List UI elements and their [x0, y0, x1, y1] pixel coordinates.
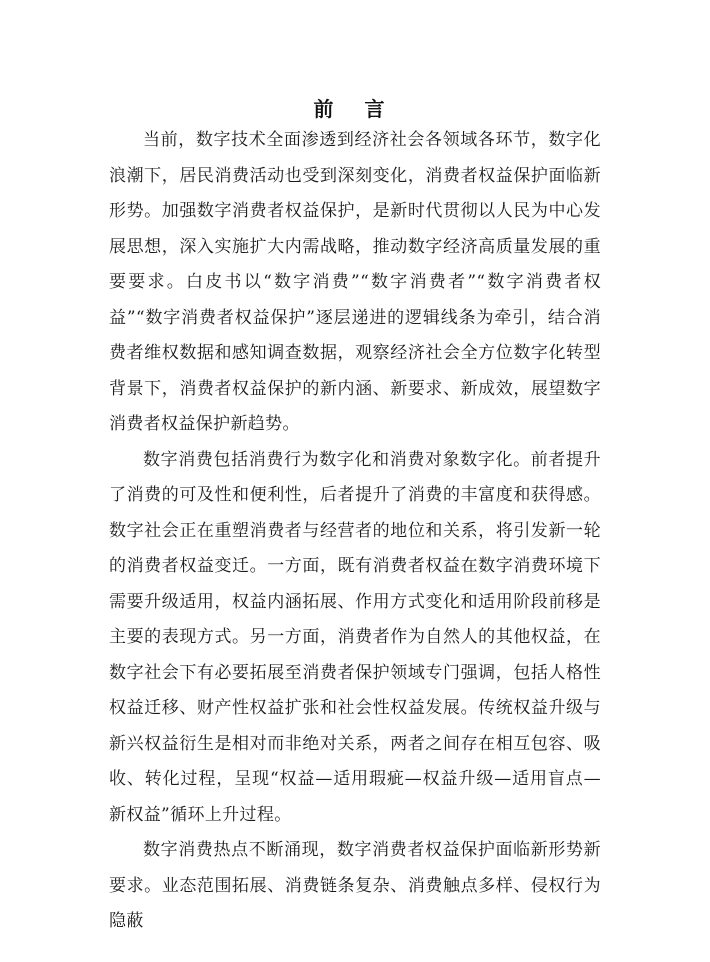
- page-title: 前 言: [313, 97, 397, 121]
- paragraph-1: 当前，数字技术全面渗透到经济社会各领域各环节，数字化浪潮下，居民消费活动也受到深刻变化，消费者权益保护面临新形势。加强数字消费者权益保护，是新时代贯彻以人民为中心发展思想，深入实施扩大内需战略，推动数字经济高质量发展的重要要求。白皮书以“数字消费”“数字消费者”“数字消费者权益”“数字消费者权益保护”逐层递进的逻辑线条为牵引，结合消费者维权数据和感知调查数据，观察经济社会全方位数字化转型背景下，消费者权益保护的新内涵、新要求、新成效，展望数字消费者权益保护新趋势。: [109, 130, 601, 434]
- body-text: [109, 123, 601, 940]
- paragraph-3: 数字消费热点不断涌现，数字消费者权益保护面临新形势新要求。业态范围拓展、消费链条复杂、消费触点多样、侵权行为隐蔽: [109, 840, 601, 931]
- paragraph-2: 数字消费包括消费行为数字化和消费对象数字化。前者提升了消费的可及性和便利性，后者提升了消费的丰富度和获得感。数字社会正在重塑消费者与经营者的地位和关系，将引发新一轮的消费者权益变迁。一方面，既有消费者权益在数字消费环境下需要升级适用，权益内涵拓展、作用方式变化和适用阶段前移是主要的表现方式。另一方面，消费者作为自然人的其他权益，在数字社会下有必要拓展至消费者保护领域专门强调，包括人格性权益迁移、财产性权益扩张和社会性权益发展。传统权益升级与新兴权益衍生是相对而非绝对关系，两者之间存在相互包容、吸收、转化过程，呈现“权益—适用瑕疵—权益升级—适用盲点—新权益”循环上升过程。: [109, 449, 601, 825]
